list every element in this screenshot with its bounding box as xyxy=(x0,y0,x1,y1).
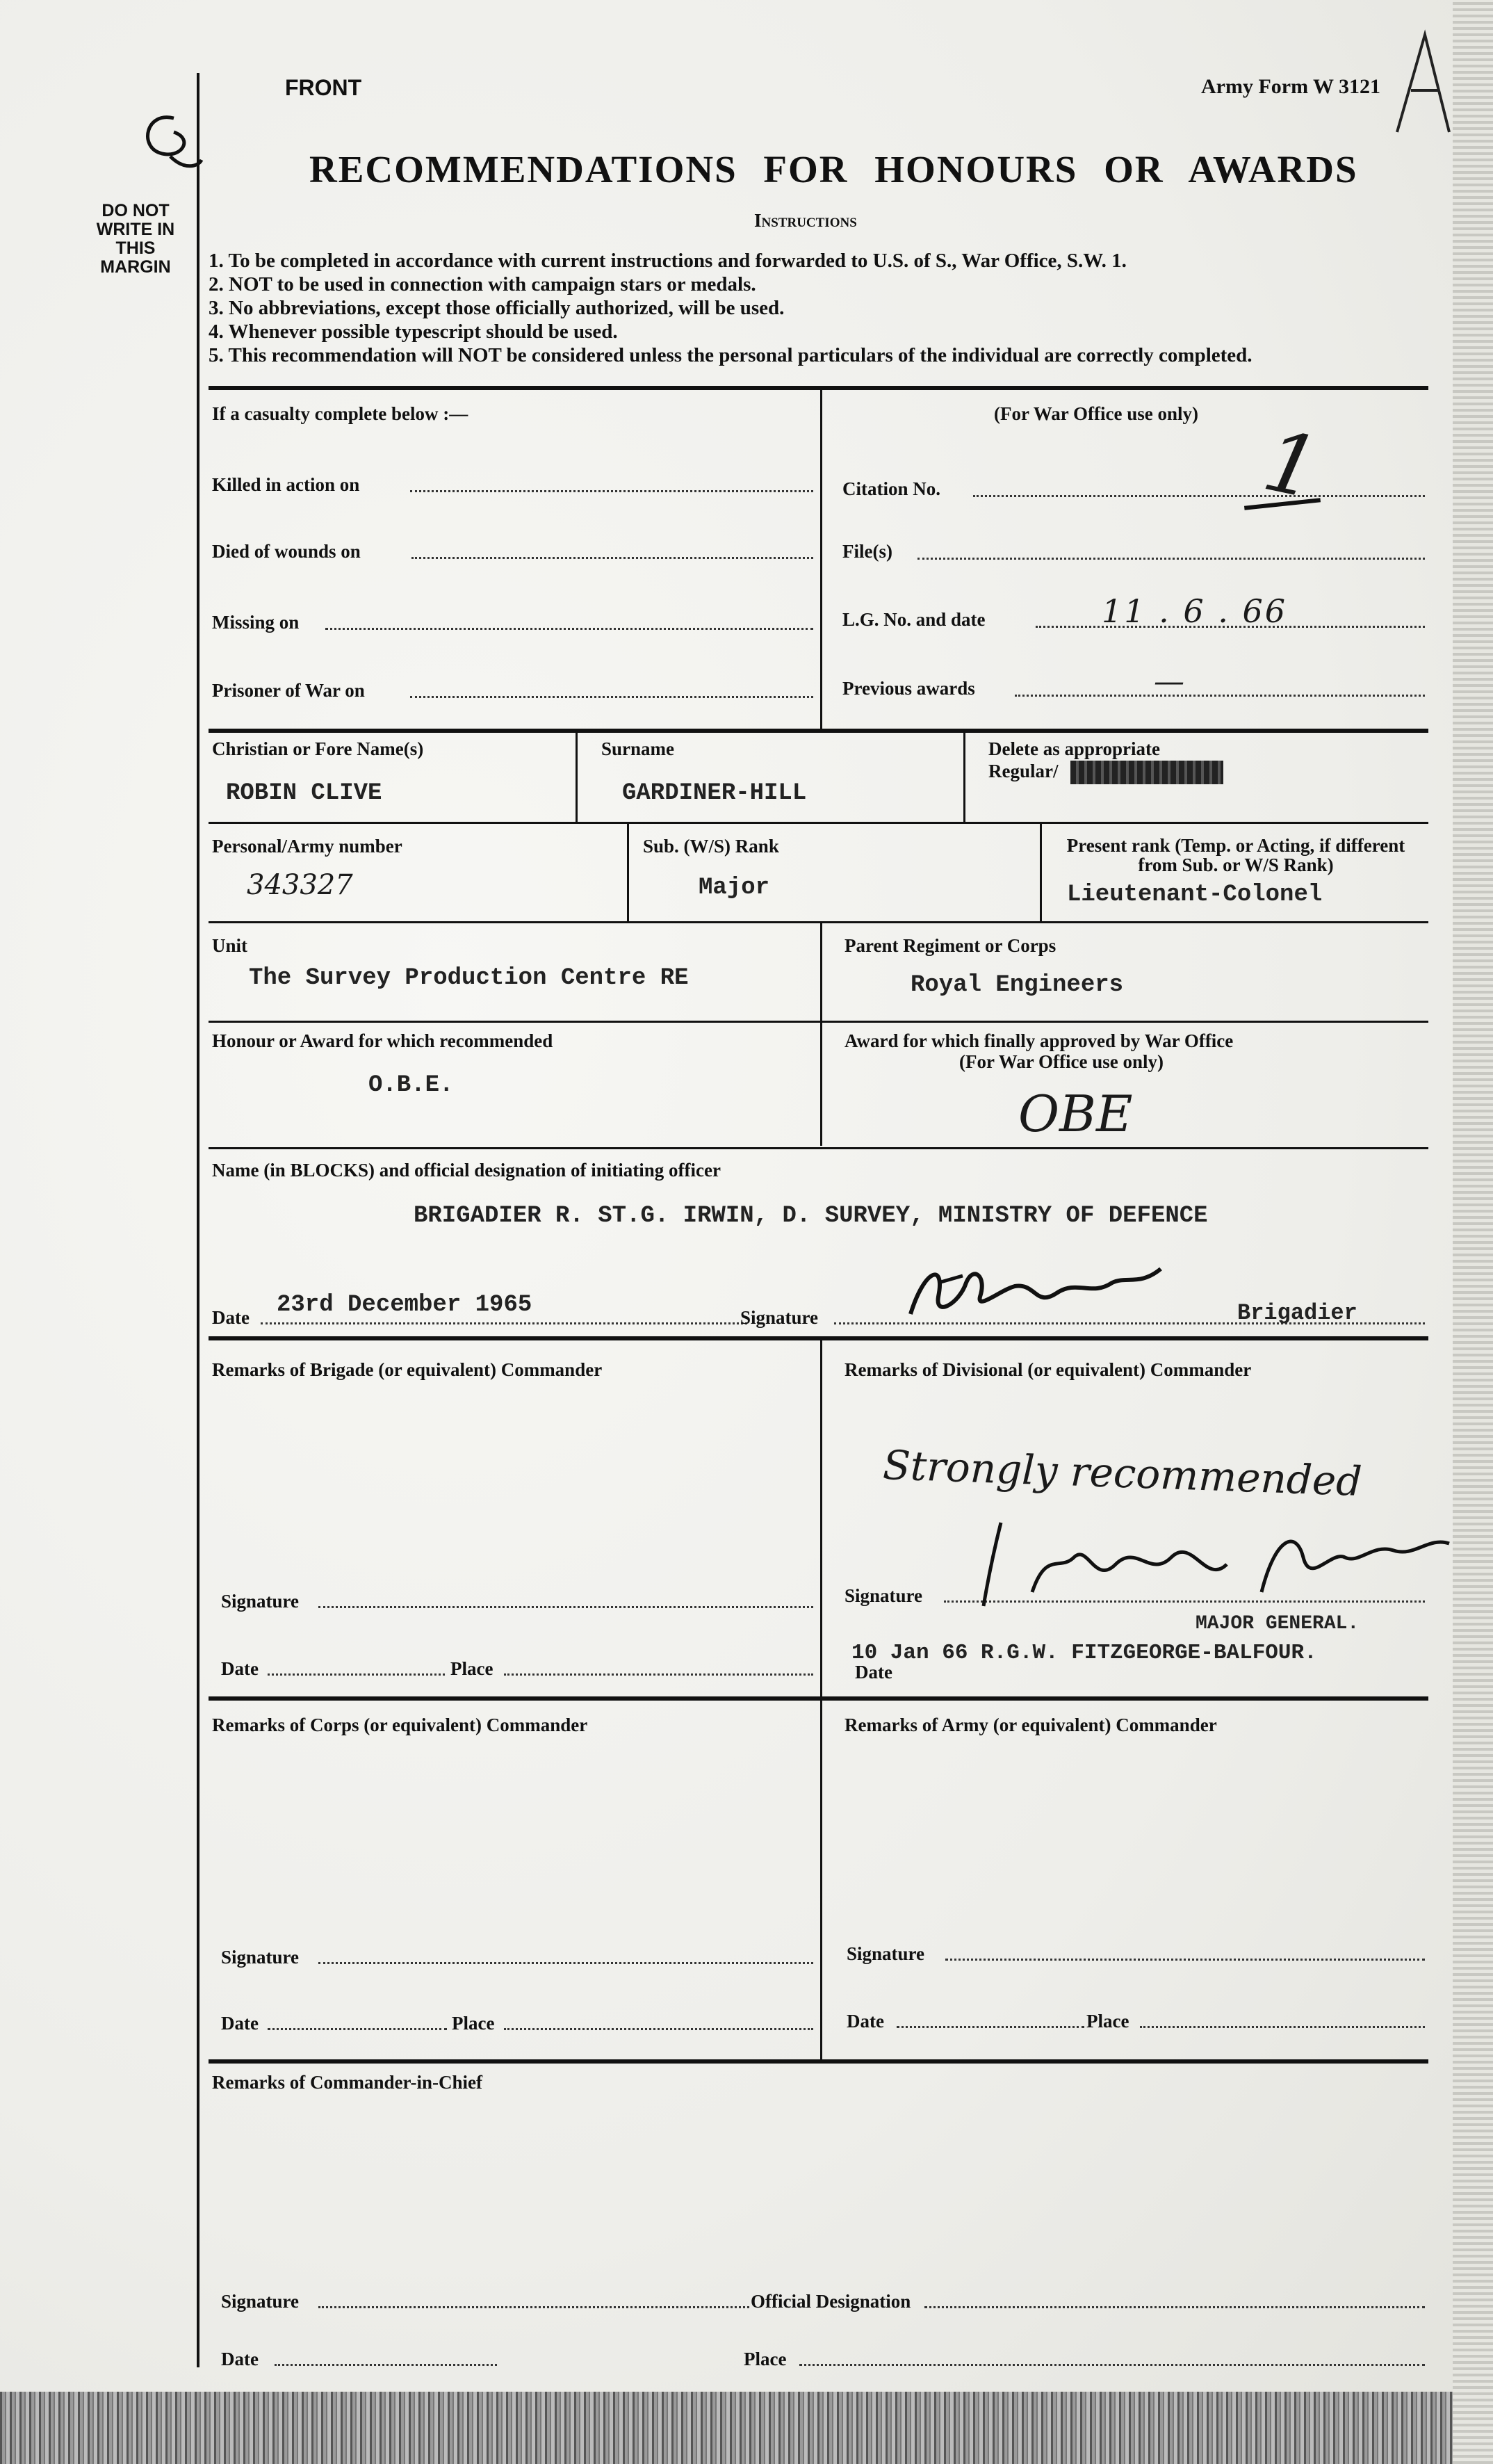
war-office-heading: (For War Office use only) xyxy=(994,403,1198,424)
army-date-label: Date xyxy=(847,2011,884,2032)
cinc-place-label: Place xyxy=(744,2349,787,2369)
rule xyxy=(209,1021,1428,1023)
divisional-signature-label: Signature xyxy=(845,1585,923,1606)
parent-label: Parent Regiment or Corps xyxy=(845,935,1056,956)
died-line[interactable] xyxy=(411,557,813,559)
instructions-list: 1. To be completed in accordance with current instructions and forwarded to U.S. of S., War Office, S.W. 1. 2. NOT to be used in connection with campaign stars or medals. 3. No abbreviations, except those officially authorized, will be used. 4. Whenever possible typescript should be used. 5. This recommendation will NOT be considered unless the personal particulars of the individual are correctly completed. xyxy=(209,250,1253,366)
army-place-label: Place xyxy=(1086,2011,1129,2032)
honour-label: Honour or Award for which recommended xyxy=(212,1030,553,1051)
unit-label: Unit xyxy=(212,935,248,956)
sub-rank-label: Sub. (W/S) Rank xyxy=(643,836,779,857)
pow-line[interactable] xyxy=(410,696,813,698)
corps-place-line[interactable] xyxy=(504,2028,813,2030)
killed-label: Killed in action on xyxy=(212,474,360,495)
missing-label: Missing on xyxy=(212,612,300,633)
corps-date-label: Date xyxy=(221,2013,259,2034)
divisional-signature xyxy=(970,1509,1456,1620)
pow-label: Prisoner of War on xyxy=(212,680,365,701)
rule xyxy=(209,2059,1428,2064)
initiator-signature xyxy=(897,1255,1168,1331)
brigade-signature-label: Signature xyxy=(221,1591,300,1612)
army-number-label: Personal/Army number xyxy=(212,836,402,857)
files-line[interactable] xyxy=(917,558,1425,560)
divisional-title: MAJOR GENERAL. xyxy=(1196,1613,1360,1635)
divisional-remark: Strongly recommended xyxy=(882,1441,1363,1506)
lg-label: L.G. No. and date xyxy=(842,609,986,630)
margin-scribble xyxy=(132,104,209,181)
form-number: Army Form W 3121 xyxy=(1201,75,1381,98)
casualty-heading: If a casualty complete below :— xyxy=(212,403,468,424)
rule xyxy=(627,824,629,921)
struck-out-text xyxy=(1070,761,1223,784)
regular-label: Regular/ xyxy=(988,761,1059,781)
rule xyxy=(209,822,1428,824)
final-award-sub: (For War Office use only) xyxy=(959,1051,1164,1072)
form-title: RECOMMENDATIONS FOR HONOURS OR AWARDS xyxy=(309,148,1358,191)
corps-signature-line[interactable] xyxy=(318,1962,813,1964)
initiator-date: 23rd December 1965 xyxy=(277,1292,532,1318)
brigade-label: Remarks of Brigade (or equivalent) Commander xyxy=(212,1359,603,1380)
citation-line[interactable] xyxy=(973,495,1425,497)
corps-date-line[interactable] xyxy=(268,2028,447,2030)
army-signature-line[interactable] xyxy=(945,1959,1425,1961)
cinc-official-label: Official Designation xyxy=(751,2291,911,2312)
instructions-heading: Instructions xyxy=(754,210,857,231)
rule xyxy=(820,923,822,1146)
rule xyxy=(209,386,1428,390)
army-place-line[interactable] xyxy=(1140,2026,1425,2028)
brigade-place-label: Place xyxy=(450,1658,493,1679)
divisional-date-line: 10 Jan 66 R.G.W. FITZGEORGE-BALFOUR. xyxy=(851,1641,1317,1665)
rule xyxy=(820,1340,822,2064)
missing-line[interactable] xyxy=(325,628,813,630)
cinc-signature-line[interactable] xyxy=(318,2306,749,2308)
citation-value: 1 xyxy=(1255,412,1328,519)
rule xyxy=(576,731,578,822)
margin-note: DO NOT WRITE IN THIS MARGIN xyxy=(96,201,175,277)
army-number-value: 343327 xyxy=(247,869,353,901)
surname-value: GARDINER-HILL xyxy=(622,780,807,807)
cinc-signature-label: Signature xyxy=(221,2291,300,2312)
margin-rule xyxy=(197,73,199,2367)
initiator-rank: Brigadier xyxy=(1237,1300,1357,1326)
sub-rank-value: Major xyxy=(699,875,770,901)
cinc-date-label: Date xyxy=(221,2349,259,2369)
corps-place-label: Place xyxy=(452,2013,495,2034)
rule xyxy=(209,1336,1428,1340)
delete-label: Delete as appropriate xyxy=(988,738,1160,759)
brigade-place-line[interactable] xyxy=(504,1673,813,1676)
surname-label: Surname xyxy=(601,738,675,759)
brigade-date-line[interactable] xyxy=(268,1673,445,1676)
army-signature-label: Signature xyxy=(847,1943,925,1964)
rule xyxy=(963,731,965,822)
cinc-official-line[interactable] xyxy=(924,2306,1425,2308)
scan-edge-right xyxy=(1453,0,1493,2464)
brigade-date-label: Date xyxy=(221,1658,259,1679)
rule xyxy=(1040,824,1042,921)
rule xyxy=(209,921,1428,923)
scan-edge xyxy=(0,2392,1493,2464)
killed-line[interactable] xyxy=(410,490,813,492)
cinc-label: Remarks of Commander-in-Chief xyxy=(212,2072,482,2093)
corps-signature-label: Signature xyxy=(221,1947,300,1968)
rule xyxy=(209,1147,1428,1149)
previous-line[interactable] xyxy=(1015,695,1425,697)
files-label: File(s) xyxy=(842,541,892,562)
present-rank-value: Lieutenant-Colonel xyxy=(1067,882,1323,908)
cinc-date-line[interactable] xyxy=(275,2364,497,2366)
died-label: Died of wounds on xyxy=(212,541,361,562)
brigade-signature-line[interactable] xyxy=(318,1606,813,1608)
previous-value: — xyxy=(1154,664,1184,699)
final-award-label: Award for which finally approved by War Office xyxy=(845,1030,1234,1051)
rule xyxy=(209,1696,1428,1701)
divisional-label: Remarks of Divisional (or equivalent) Commander xyxy=(845,1359,1252,1380)
forename-label: Christian or Fore Name(s) xyxy=(212,738,424,759)
army-date-line[interactable] xyxy=(897,2026,1084,2028)
cinc-place-line[interactable] xyxy=(799,2364,1425,2366)
parent-value: Royal Engineers xyxy=(911,972,1124,998)
divisional-date-label: Date xyxy=(855,1662,892,1683)
present-rank-label: Present rank (Temp. or Acting, if different from Sub. or W/S Rank) xyxy=(1066,835,1405,875)
honour-value: O.B.E. xyxy=(368,1072,454,1099)
initiator-name: BRIGADIER R. ST.G. IRWIN, D. SURVEY, MINISTRY OF DEFENCE xyxy=(414,1203,1208,1229)
forename-value: ROBIN CLIVE xyxy=(226,780,382,807)
unit-value: The Survey Production Centre RE xyxy=(249,965,689,991)
initiator-date-label: Date xyxy=(212,1307,250,1328)
lg-value: 11 . 6 . 66 xyxy=(1102,592,1288,630)
final-award-value: OBE xyxy=(1018,1085,1133,1143)
previous-label: Previous awards xyxy=(842,678,975,699)
front-label: FRONT xyxy=(285,75,362,100)
rule xyxy=(820,389,822,730)
citation-label: Citation No. xyxy=(842,478,940,499)
rule xyxy=(209,729,1428,733)
initiator-date-line[interactable] xyxy=(261,1322,747,1324)
initiator-signature-label: Signature xyxy=(740,1307,819,1328)
corps-label: Remarks of Corps (or equivalent) Commander xyxy=(212,1715,588,1735)
army-label: Remarks of Army (or equivalent) Commander xyxy=(845,1715,1217,1735)
initiator-label: Name (in BLOCKS) and official designation of initiating officer xyxy=(212,1160,721,1181)
